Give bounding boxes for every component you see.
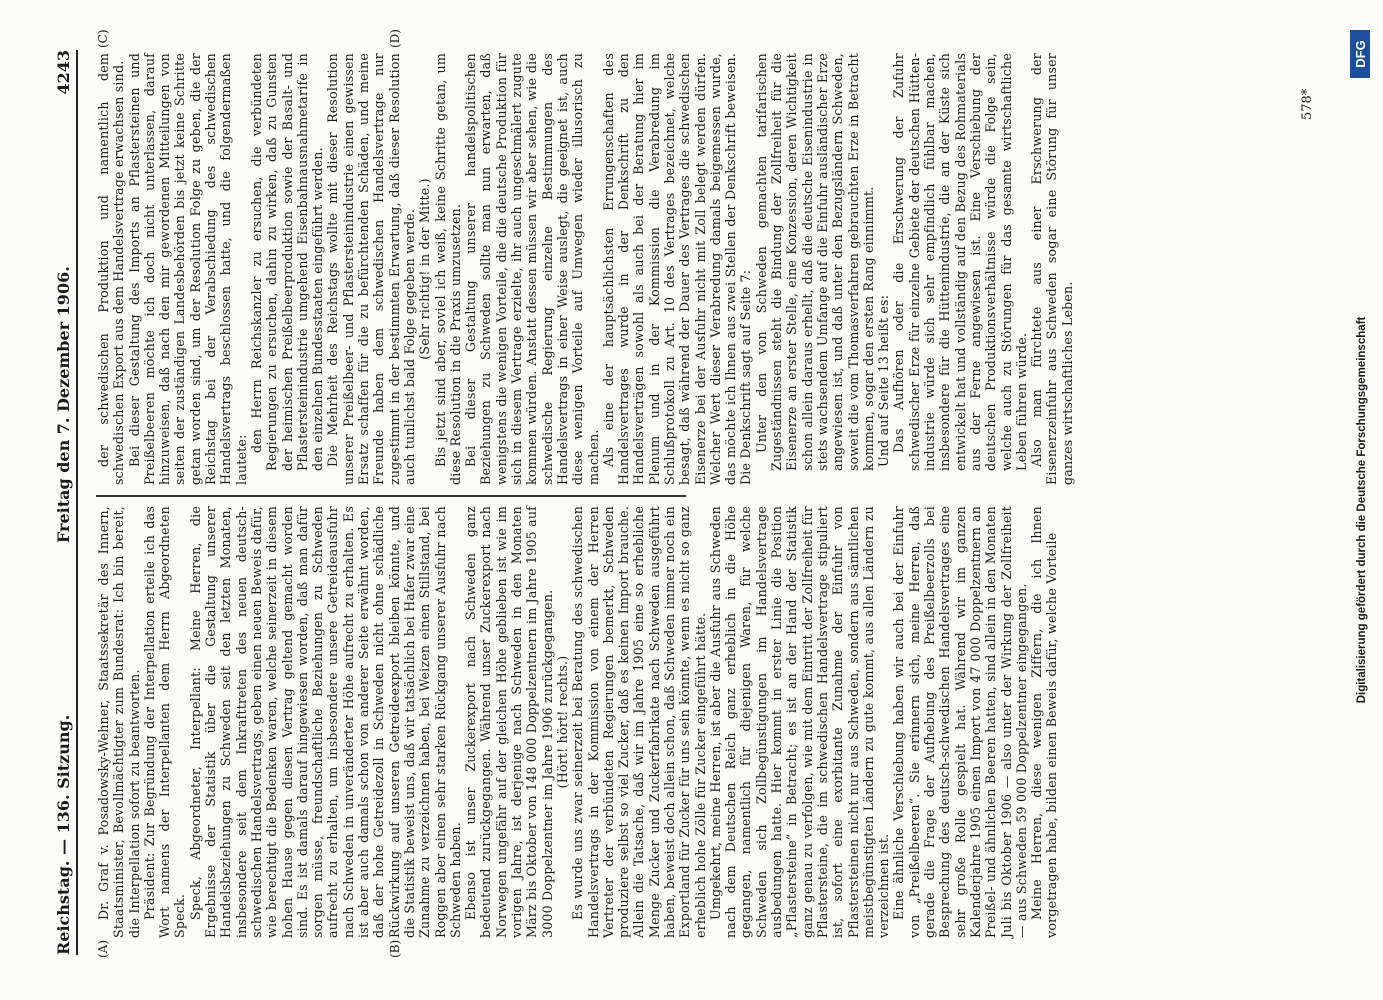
paragraph: Präsident: Zur Begründung der Interpellation erteile ich das Wort namens der Interpellanten dem Herrn Abgeordneten Speck. bbox=[141, 506, 188, 938]
marker-b: (B) bbox=[388, 939, 402, 958]
header-page-number: 4243 bbox=[53, 50, 73, 95]
marker-d: (D) bbox=[388, 29, 402, 48]
paragraph: Es wurde uns zwar seinerzeit bei Beratung des schwedischen Handelsvertrags in der Kommission von einem der Herren Vertreter der verbündeten Regierungen bemerkt, Schweden produziere selbst so viel Zucker, daß es keinen Import brauche. Allein die Tatsache, daß wir im Jahre 1905 eine so erhebliche Menge Zucker und Zuckerfabrikate nach Schweden ausgeführt haben, beweist doch allein schon, daß Schweden immer noch ein Exportland für Zucker für uns sein könnte, wenn es nicht so ganz erheblich hohe Zölle für Zucker eingeführt hätte. bbox=[570, 506, 708, 938]
header-session: Reichstag. — 136. Sitzung. bbox=[53, 714, 73, 955]
header-date: Freitag den 7. Dezember 1906. bbox=[53, 266, 73, 544]
paragraph: Bei dieser Gestaltung unserer handelspolitischen Beziehungen zu Schweden sollte man nun erwarten, daß wenigstens die wenigen Vorteile, die die deutsche Produktion für sich in diesem Vertrage erzielte, ihr auch ungeschmälert zugute kommen würden. Anstatt dessen müssen wir aber sehen, wie die schwedische Regierung einzelne Bestimmungen des Handelsvertrags in einer Weise auslegt, die geeignet ist, auch diese wenigen Vorteile auf Umwegen wieder illusorisch zu machen. bbox=[463, 53, 601, 485]
paragraph: Die Mehrheit des Reichstags wollte mit dieser Resolution unserer Preißelbeer- und Pflastersteinindustrie einen gewissen Ersatz schaffen für die zu befürchtenden Schäden, und meine Freunde haben dem schwedischen Handelsvertrage nur zugestimmt in der bestimmten Erwartung, daß dieser Resolution auch tunlichst bald Folge gegeben werde. bbox=[325, 53, 417, 485]
paragraph: Meine Herren, diese wenigen Ziffern, die ich Ihnen vorgetragen habe, bilden einen Beweis dafür, welche Vorteile bbox=[1029, 506, 1060, 938]
paragraph: Also man fürchtete aus einer Erschwerung der Eisenerzeinfuhr aus Schweden sogar eine Störung für unser ganzes wirtschaftliches Leben. bbox=[1029, 53, 1075, 485]
page-header bbox=[52, 50, 74, 955]
paragraph: Bei dieser Gestaltung des Imports an Pflastersteinen und Preißelbeeren möchte ich doch nicht unterlassen, darauf hinzuweisen, daß nach den mir gewordenen Mitteilungen von seiten der zuständigen Landesbehörden bis jetzt keine Schritte getan worden sind, um der Resolution Folge zu geben, die der Reichstag bei der Verabschiedung des schwedischen Handelsvertrags beschlossen hatte, und die folgendermaßen lautete: bbox=[126, 53, 249, 485]
paragraph: Als eine der hauptsächlichsten Errungenschaften des Handelsvertrages wurde in der Denkschrift zu den Handelsverträgen sowohl als auch bei der Beratung hier im Plenum und in der Kommission die Verabredung im Schlußprotokoll zu Art. 10 des Vertrages bezeichnet, welche besagt, daß während der Dauer des Vertrages die schwedischen Eisenerze bei der Ausfuhr nicht mit Zoll belegt werden dürfen. Welcher Wert dieser Verabredung damals beigemessen wurde, das möchte ich Ihnen aus zwei Stellen der Denkschrift beweisen. Die Denkschrift sagt auf Seite 7: bbox=[600, 53, 754, 485]
paragraph: Speck, Abgeordneter, Interpellant: Meine Herren, die Ergebnisse der Statistik über die Gestaltung unserer Handelsbeziehungen zu Schweden seit den letzten Monaten, insbesondere seit dem Inkrafttreten des neuen deutsch-schwedischen Handelsvertrags, geben einen neuen Beweis dafür, wie berechtigt die Bedenken waren, welche seinerzeit in diesem hohen Hause gegen diesen Vertrag geltend gemacht worden sind. Es ist damals darauf hingewiesen worden, daß man dafür sorgen müsse, freundschaftliche Beziehungen zu Schweden aufrecht zu erhalten, um insbesondere unsere Getreideausfuhr nach Schweden in unveränderter Höhe aufrecht zu erhalten. Es ist aber auch damals schon von anderer Seite erwähnt worden, daß der hohe Getreidezoll in Schweden nicht ohne schädliche Rückwirkung auf unseren Getreideexport bleiben könnte, und die Statistik beweist uns, daß wir tatsächlich bei Hafer zwar eine Zunahme zu verzeichnen haben, bei Weizen einen Stillstand, bei Roggen aber einen sehr starken Rückgang unserer Ausfuhr nach Schweden haben. bbox=[187, 506, 463, 938]
denkschrift-quote: Das Aufhören oder die Erschwerung der Zufuhr schwedischer Erze für einzelne Gebiete der deutschen Hüttenindustrie würde sich sehr empfindlich fühlbar machen, insbesondere für die Hüttenindustrie, die an der Küste sich entwickelt hat und vollständig auf den Bezug des Rohmaterials aus der Ferne angewiesen ist. Eine Verschiebung der deutschen Produktionsverhältnisse würde die Folge sein, welche auch zu Störungen für das gesamte wirtschaftliche Leben führen würde. bbox=[891, 53, 1029, 471]
paragraph: Ebenso ist unser Zuckerexport nach Schweden ganz bedeutend zurückgegangen. Während unser Zuckerexport nach Norwegen ungefähr auf der gleichen Höhe geblieben ist wie im vorigen Jahre, ist derjenige nach Schweden in den Monaten März bis Oktober von 148 000 Doppelzentnern im Jahre 1905 auf 3000 Doppelzentner im Jahre 1906 zurückgegangen. bbox=[463, 506, 555, 938]
column-divider bbox=[96, 496, 686, 498]
marker-c: (C) bbox=[96, 29, 110, 48]
marker-a: (A) bbox=[96, 939, 110, 958]
dfg-logo: DFG bbox=[1350, 30, 1370, 78]
paragraph: Und auf Seite 13 heißt es: bbox=[876, 294, 892, 467]
page-note: 578* bbox=[1300, 88, 1315, 120]
paragraph: Eine ähnliche Verschiebung haben wir auch bei der Einfuhr von „Preißelbeeren“. Sie erinnern sich, meine Herren, daß gerade die Frage der Aufhebung des Preißelbeerzolls bei Besprechung des deutsch-schwedischen Handelsvertrages eine sehr große Rolle gespielt hat. Während wir im ganzen Kalenderjahre 1905 einen Import von 47 000 Doppelzentnern an Preißel- und ähnlichen Beeren hatten, sind allein in den Monaten Juli bis Oktober 1906 — also unter der Wirkung der Zollfreiheit — aus Schweden 59 000 Doppelzentner eingegangen. bbox=[891, 506, 1029, 938]
denkschrift-quote: Unter den von Schweden gemachten tarifarischen Zugeständnissen steht die Bindung der Zollfreiheit für die Eisenerze an erster Stelle, eine Konzession, deren Wichtigkeit schon allein daraus erhellt, daß die deutsche Eisenindustrie in stets wachsendem Umfange auf die Einfuhr ausländischer Erze angewiesen ist, und daß unter den Bezugsländern Schweden, soweit die vom Thomasverfahren gebrauchten Erze in Betracht kommen, sogar den ersten Rang einnimmt. bbox=[753, 53, 876, 471]
paragraph: Umgekehrt, meine Herren, ist aber die Ausfuhr aus Schweden nach dem Deutschen Reich ganz erheblich in die Höhe gegangen, namentlich für diejenigen Waren, für welche Schweden sich Zollbegünstigungen im Handelsvertrage ausbedungen hatte. Hier kommt in erster Linie die Position „Pflastersteine“ in Betracht; es ist an der Hand der Statistik ganz genau zu verfolgen, wie mit dem Eintritt der Zollfreiheit für Pflastersteine, die im schwedischen Handelsvertrage stipuliert ist, sofort eine exorbitante Zunahme der Einfuhr von Pflastersteinen nicht nur aus Schweden, sondern aus sämtlichen meistbegünstigten Ländern zu gute kommt, aus allen Ländern zu verzeichnen ist. bbox=[707, 506, 892, 938]
interjection: (Sehr richtig! in der Mitte.) bbox=[417, 178, 433, 360]
paragraph: der schwedischen Produktion und namentlich dem schwedischen Export aus dem Handelsvertrage erwachsen sind. bbox=[96, 53, 127, 485]
footer-credit: Digitalisierung gefördert durch die Deutsche Forschungsgemeinschaft bbox=[1356, 316, 1368, 704]
right-column bbox=[96, 53, 1075, 485]
paragraph: Dr. Graf v. Posadowsky-Wehner, Staatssekretär des Innern, Staatsminister, Bevollmächtigter zum Bundesrat: Ich bin bereit, die Interpellation sofort zu beantworten. bbox=[96, 506, 142, 938]
header-rule bbox=[76, 50, 78, 955]
resolution-quote: den Herrn Reichskanzler zu ersuchen, die verbündeten Regierungen zu ersuchen, dahin zu wirken, daß zu Gunsten der heimischen Preißelbeerproduktion sowie der Basalt- und Pflastersteinindustrie umgehend Eisenbahnausnahmetarife in den einzelnen Bundesstaaten eingeführt werden. bbox=[248, 53, 326, 471]
left-column bbox=[96, 506, 1060, 938]
interjection: (Hört! hört! rechts.) bbox=[554, 655, 570, 789]
paragraph: Bis jetzt sind aber, soviel ich weiß, keine Schritte getan, um diese Resolution in die Praxis umzusetzen. bbox=[432, 53, 463, 485]
